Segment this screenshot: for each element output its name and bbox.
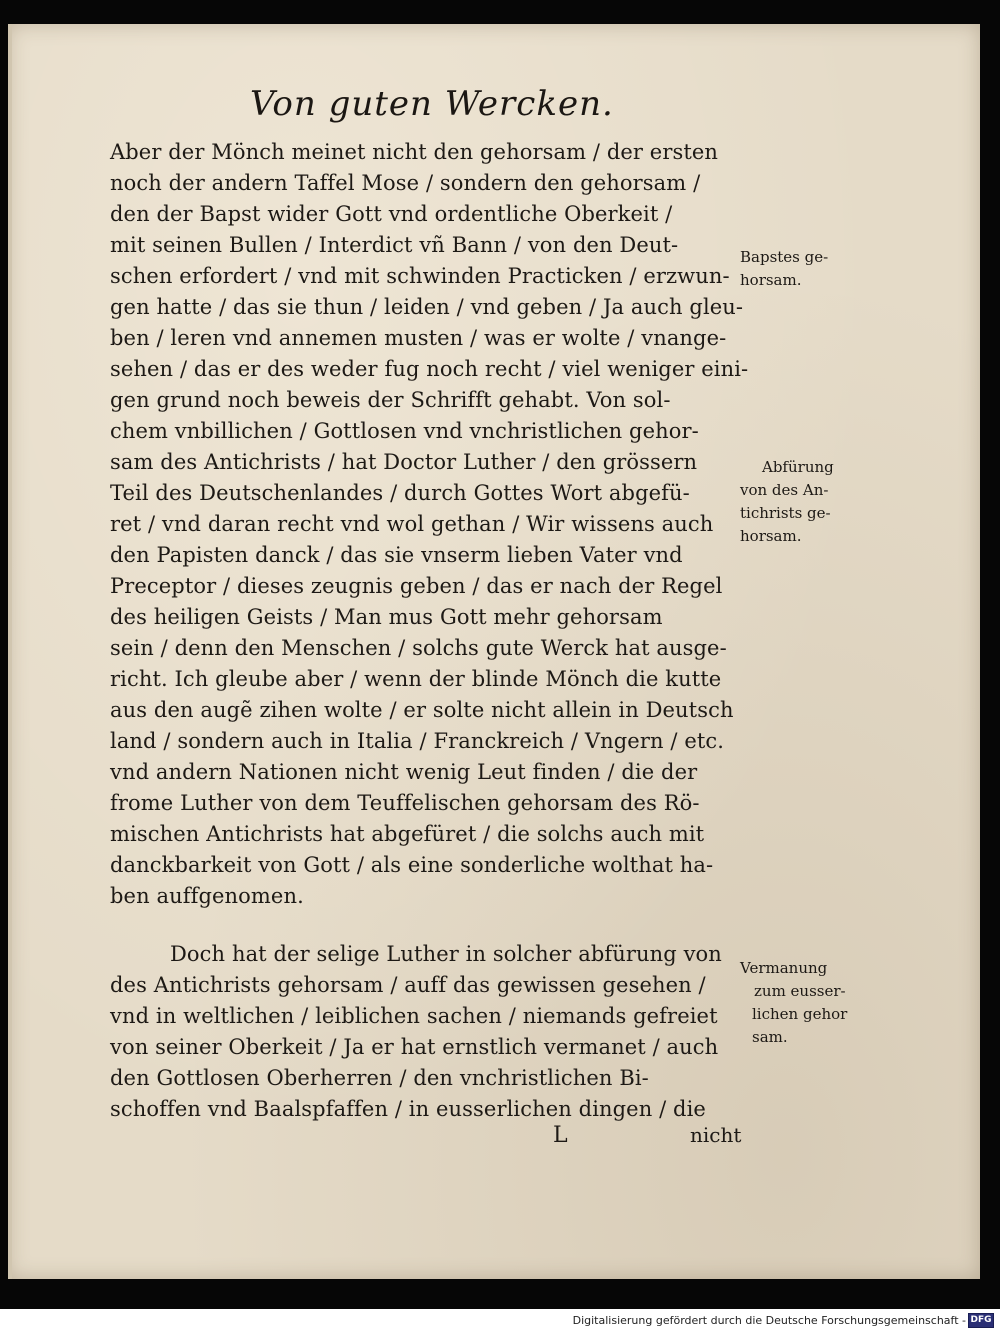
text-line: chem vnbillichen / Gottlosen vnd vnchristlichen gehor- xyxy=(110,419,699,443)
catchword: nicht xyxy=(690,1123,742,1147)
text-line: den der Bapst wider Gott vnd ordentliche Oberkeit / xyxy=(110,202,673,226)
margin-note-line: Abfürung xyxy=(762,458,834,476)
margin-note-line: sam. xyxy=(752,1028,788,1046)
page-edge xyxy=(8,24,12,1279)
text-line: ben auffgenomen. xyxy=(110,884,304,908)
text-line: den Papisten danck / das sie vnserm lieben Vater vnd xyxy=(110,543,683,567)
text-line: land / sondern auch in Italia / Franckreich / Vngern / etc. xyxy=(110,729,725,753)
margin-note-line: Vermanung xyxy=(740,959,828,977)
text-line: von seiner Oberkeit / Ja er hat ernstlich vermanet / auch xyxy=(110,1035,719,1059)
text-line: sam des Antichrists / hat Doctor Luther / den grössern xyxy=(110,450,698,474)
signature-mark: L xyxy=(553,1123,568,1148)
text-line: des heiligen Geists / Man mus Gott mehr gehorsam xyxy=(110,605,663,629)
margin-note-line: horsam. xyxy=(740,271,802,289)
text-line: vnd in weltlichen / leiblichen sachen / niemands gefreiet xyxy=(110,1004,718,1028)
margin-note-line: tichrists ge- xyxy=(740,504,831,522)
text-line: vnd andern Nationen nicht wenig Leut finden / die der xyxy=(110,760,698,784)
running-head: Von guten Wercken. xyxy=(250,84,614,124)
text-line: mit seinen Bullen / Interdict vñ Bann / von den Deut- xyxy=(110,233,679,257)
text-line: des Antichrists gehorsam / auff das gewissen gesehen / xyxy=(110,973,706,997)
text-line: sehen / das er des weder fug noch recht / viel weniger eini- xyxy=(110,357,749,381)
dfg-logo: DFG xyxy=(968,1313,994,1328)
margin-note-line: lichen gehor xyxy=(752,1005,848,1023)
margin-note-line: Bapstes ge- xyxy=(740,248,829,266)
digitization-credit: Digitalisierung gefördert durch die Deutsche Forschungsgemeinschaft - xyxy=(572,1314,966,1327)
text-line: schen erfordert / vnd mit schwinden Practicken / erzwun- xyxy=(110,264,730,288)
margin-note-line: von des An- xyxy=(740,481,829,499)
text-line: den Gottlosen Oberherren / den vnchristlichen Bi- xyxy=(110,1066,649,1090)
text-line: Aber der Mönch meinet nicht den gehorsam / der ersten xyxy=(110,140,719,164)
text-line: schoffen vnd Baalspfaffen / in eusserlichen dingen / die xyxy=(110,1097,706,1121)
margin-note xyxy=(740,456,890,548)
margin-note xyxy=(740,246,890,292)
text-line: Teil des Deutschenlandes / durch Gottes Wort abgefü- xyxy=(110,481,690,505)
text-line: sein / denn den Menschen / solchs gute Werck hat ausge- xyxy=(110,636,727,660)
text-line: ret / vnd daran recht vnd wol gethan / Wir wissens auch xyxy=(110,512,714,536)
margin-note-line: zum eusser- xyxy=(754,982,846,1000)
text-line: aus den augẽ zihen wolte / er solte nicht allein in Deutsch xyxy=(110,698,734,722)
margin-note-line: horsam. xyxy=(740,527,802,545)
text-line: Preceptor / dieses zeugnis geben / das er nach der Regel xyxy=(110,574,723,598)
text-line: ben / leren vnd annemen musten / was er wolte / vnange- xyxy=(110,326,727,350)
text-line: frome Luther von dem Teuffelischen gehorsam des Rö- xyxy=(110,791,700,815)
text-line: Doch hat der selige Luther in solcher abfürung von xyxy=(170,942,722,966)
text-line: danckbarkeit von Gott / als eine sonderliche wolthat ha- xyxy=(110,853,714,877)
text-line: gen hatte / das sie thun / leiden / vnd geben / Ja auch gleu- xyxy=(110,295,744,319)
text-line: mischen Antichrists hat abgefüret / die solchs auch mit xyxy=(110,822,705,846)
text-line: richt. Ich gleube aber / wenn der blinde Mönch die kutte xyxy=(110,667,722,691)
text-line: noch der andern Taffel Mose / sondern den gehorsam / xyxy=(110,171,701,195)
margin-note xyxy=(740,957,890,1049)
text-line: gen grund noch beweis der Schrifft gehabt. Von sol- xyxy=(110,388,671,412)
